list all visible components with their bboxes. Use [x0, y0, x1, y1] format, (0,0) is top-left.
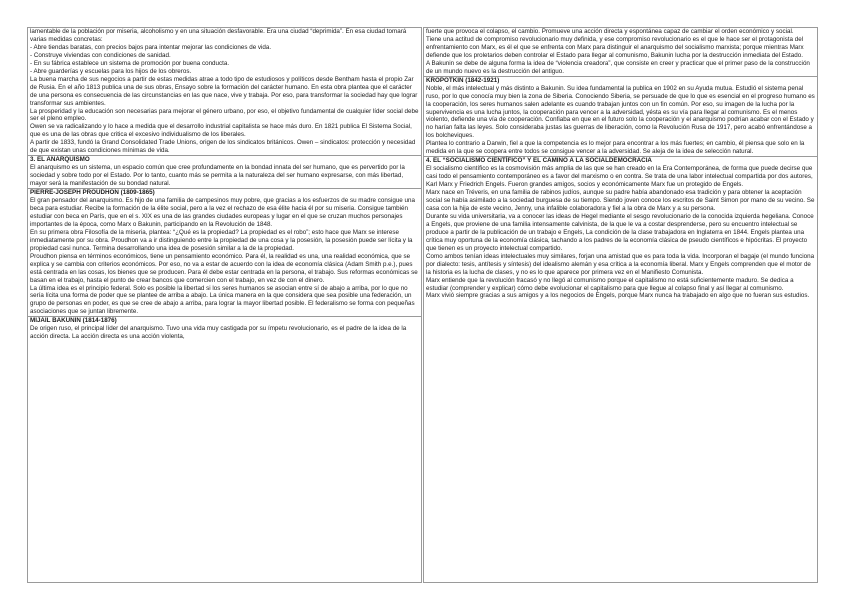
text-block — [424, 77, 817, 158]
text-block — [28, 189, 421, 317]
paragraph: La última idea es el principio federal. Solo es posible la libertad si los seres humanos se asocian entre sí de abajo a arriba, por lo que no sería lícita una forma de poder que se plantee de arriba a abajo. La única manera en la que considera que sea posible una federación, un grupo de personas en poder, es que se cree de abajo a arriba, para lograr la mayor libertad posible. El federalismo se forma con pequeñas asociaciones que se juntan libremente. — [30, 284, 415, 316]
paragraph: - Abre tiendas baratas, con precios bajos para intentar mejorar las condiciones de vida. — [30, 43, 272, 51]
paragraph: Plantea lo contrario a Darwin, fiel a que la competencia es lo mejor para encontrar a los más fuertes; en cambio, él piensa que solo en la medida en la que se coopera entre todos se consigue vencer a la adversidad. Se aleja de la idea de selección natural. — [426, 140, 805, 156]
left-column — [27, 27, 422, 583]
paragraph: Marx nace en Tréveris, en una familia de rabinos judíos, aunque su padre había abandonado esa tradición y para obtener la aceptación social se había asimilado a la sociedad burguesa de su tiempo. Siendo joven conoce los escritos de Saint Simon por mano de su vecino. Se casa con la hija de este vecino, Jenny, una infalible colaboradora y fiel a la obra de Marx y a su persona. — [426, 189, 815, 212]
section-heading: KROPOTKIN (1842-1921) — [426, 76, 500, 84]
paragraph: - En su fábrica establece un sistema de promoción por buena conducta. — [30, 59, 230, 67]
paragraph: De origen ruso, el principal líder del anarquismo. Tuvo una vida muy castigada por su ímpetu revolucionario, es el padre de la idea de la acción directa. La acción directa es una acción violenta, — [30, 325, 407, 341]
paragraph: Tiene una actitud de compromiso revolucionario muy definida, y ese compromiso revolucionario es el que le hace ser el protagonista del enfrentamiento con Marx, es él el que se enfrenta con Marx para distinguir el anarquismo del socialismo marxista; porque mientras Marx defiende que los proletarios deben controlar el Estado para llegar al comunismo, Bakunin lucha por la destrucción inmediata del Estado. — [426, 35, 804, 59]
paragraph: En su primera obra Filosofía de la miseria, plantea: “¿Qué es la propiedad? La propiedad es el robo”; esto hace que Marx se interese inmediatamente por su obra. Proudhon va a ir distinguiendo entre la propiedad de una cosa y la posesión, la posesión puede ser lícita y la propiedad casi nunca. Termina desarrollando una idea de posesión similar a la de la propiedad. — [30, 228, 413, 252]
paragraph: Owen se va radicalizando y lo hace a medida que el desarrollo industrial capitalista se hace más duro. En 1821 publica El Sistema Social, que es una de las obras que critica el excesivo individualismo de los liberales. — [30, 123, 412, 139]
paragraph: La prosperidad y la educación son necesarias para mejorar el género urbano, por eso, el objetivo fundamental de cualquier líder social debe ser el pleno empleo. — [30, 107, 419, 123]
paragraph: Durante su vida universitaria, va a conocer las ideas de Hegel mediante el sesgo revolucionario de la conocida izquierda hegeliana. Conoce a Engels, que proviene de una familia intensamente calvinista, de la que le va a costar desprenderse, pero su encuentro intelectual se produce a partir de la publicación de un trabajo e Engels, La condición de la clase trabajadora en Inglaterra en 1844. Engels plantea una crítica muy oportuna de la economía clásica, tachando a los padres de la economía clásica de pseudo científicos e hipócritas. El proyecto que tienen es un proyecto intelectual compartido. — [426, 212, 814, 252]
paragraph: A Bakunin se debe de alguna forma la idea de “violencia creadora”, que consiste en creer y practicar que el primer paso de la construcción de un mundo nuevo es la destrucción del antiguo. — [426, 59, 810, 75]
text-block — [28, 317, 421, 341]
paragraph: El gran pensador del anarquismo. Es hijo de una familia de campesinos muy pobre, que gracias a los esfuerzos de su madre consigue una beca para estudiar. Recibe la formación de la élite social, pero a la vez el rechazo de esa élite hacia él por su miseria. Consigue también estudiar con beca en París, que en el s. XIX es una de las grandes ciudades europeas y lugar en el que se cruzan muchos personajes importantes de la época, como Marx o Bakunin, participando en la Revolución de 1848. — [30, 197, 415, 228]
paragraph: Marx vivió siempre gracias a sus amigos y a los negocios de Engels, porque Marx nunca ha trabajado en algo que no fueran sus estudios. — [426, 292, 810, 300]
right-column — [423, 27, 818, 583]
paragraph: - Construye viviendas con condiciones de sanidad. — [30, 51, 171, 59]
paragraph: lamentable de la población por miseria, alcoholismo y en una situación desfavorable. Era una ciudad “deprimida”. En esa ciudad tomará varias medidas concretas: — [30, 28, 407, 43]
section-heading: 3. EL ANARQUISMO — [30, 156, 90, 164]
text-block — [424, 157, 817, 300]
paragraph: Proudhon piensa en términos económicos, tiene un pensamiento económico. Para él, la realidad es una, una realidad económica, que se explica y se cambia con criterios económicos. Por eso, no va a estar de acuerdo con la idea de economía clásica (Adam Smith p.e.), pues está centrada en las cosas, los bienes que se producen. Para él debe estar centrada en la persona, el trabajo. Sus reformas económicas se basan en el trabajo, hasta el punto de crear bancos que comercien con el trabajo, en vez de con el dinero. — [30, 252, 418, 284]
text-block — [424, 28, 817, 77]
paragraph: El anarquismo es un sistema, un espacio común que cree profundamente en la bondad innata del ser humano, que es pervertido por la sociedad y sobre todo por el Estado. Por lo tanto, cuanto más se permita a la naturaleza del ser humano expresarse, con más libertad, mayor será la manifestación de su bondad natural. — [30, 164, 405, 188]
section-heading: MIJAIL BAKUNIN (1814-1876) — [30, 317, 117, 325]
paragraph: El socialismo científico es la cosmovisión más amplia de las que se han creado en la Era Contemporánea, de forma que puede decirse que casi todo el pensamiento contemporáneo es a favor del marxismo o en contra. Se trata de una labor intelectual compartida por dos autores, Karl Marx y Friedrich Engels. Fueron grandes amigos, socios y económicamente Marx fue un protegido de Engels. — [426, 165, 813, 189]
paragraph: Como ambos tenían ideas intelectuales muy similares, forjan una amistad que es para toda la vida. Incorporan el bagaje (el mundo funciona por dialecto: tesis, antítesis y síntesis) del idealismo alemán y esa crítica a la economía liberal. Marx y Engels comprenden que el motor de la historia es la lucha de clases, y no es lo que aparece por primera vez en el Manifiesto Comunista. — [426, 252, 815, 276]
paragraph: Noble, el más intelectual y más distinto a Bakunin. Su idea fundamental la publica en 1902 en su Ayuda mutua. Estudió el sistema penal ruso, por lo que conocía muy bien la zona de Siberia. Conociendo Siberia, se persuade de que lo que es esencial en el progreso humano es la cooperación, los seres humanos salen adelante es cuando trabajan juntos con un fin común. Por eso, su imagen de la lucha por la supervivencia es una lucha juntos, la cooperación para vencer a la adversidad, yésta es su vía para llegar al comunismo. Es el menos violento, defiende una vía de cooperación. Confiaba en que en el futuro solo la cooperación y el anarquismo podrían acabar con el Estado y no harían falta las leyes. Solo consideraba justas las guerras de liberación, como la Revolución Rusa de 1917, pero acabó enfrentándose a los bolcheviques. — [426, 84, 815, 140]
text-block — [28, 156, 421, 189]
paragraph: fuerte que provoca el colapso, el cambio. Promueve una acción directa y espontánea capaz de cambiar el orden económico y social. — [426, 28, 794, 35]
section-heading: 4. EL “SOCIALISMO CIENTÍFICO” Y EL CAMINO A LA SOCIALDEMOCRACIA — [426, 157, 652, 165]
text-block — [28, 28, 421, 156]
paragraph: Marx entiende que la revolución fracasó y no llegó al comunismo porque el capitalismo no está suficientemente maduro. Se dedica a estudiar (comprender y explicar) cómo debe evolucionar el capitalismo para que llegue al colapso final y así llegar al comunismo. — [426, 276, 794, 292]
paragraph: La buena marcha de sus negocios a partir de estas medidas atrae a todo tipo de estudiosos y políticos desde Bentham hasta el propio Zar de Rusia. En el año 1813 publica una de sus obras, Ensayo sobre la formación del carácter humano. En esta obra plantea que el carácter de una persona es consecuencia de las circunstancias en las que nace, vive y trabaja. Por eso, para transformar la sociedad hay que lograr transformar sus ambientes. — [30, 75, 418, 107]
paragraph: - Abre guarderías y escuelas para los hijos de los obreros. — [30, 67, 192, 75]
section-heading: PIERRE-JOSEPH PROUDHON (1809-1865) — [30, 189, 155, 197]
paragraph: A partir de 1833, fundó la Grand Consolidated Trade Unions, origen de los sindicatos británicos. Owen – sindicatos: protección y necesidad de que existan unas condiciones mínimas de vida. — [30, 139, 416, 155]
